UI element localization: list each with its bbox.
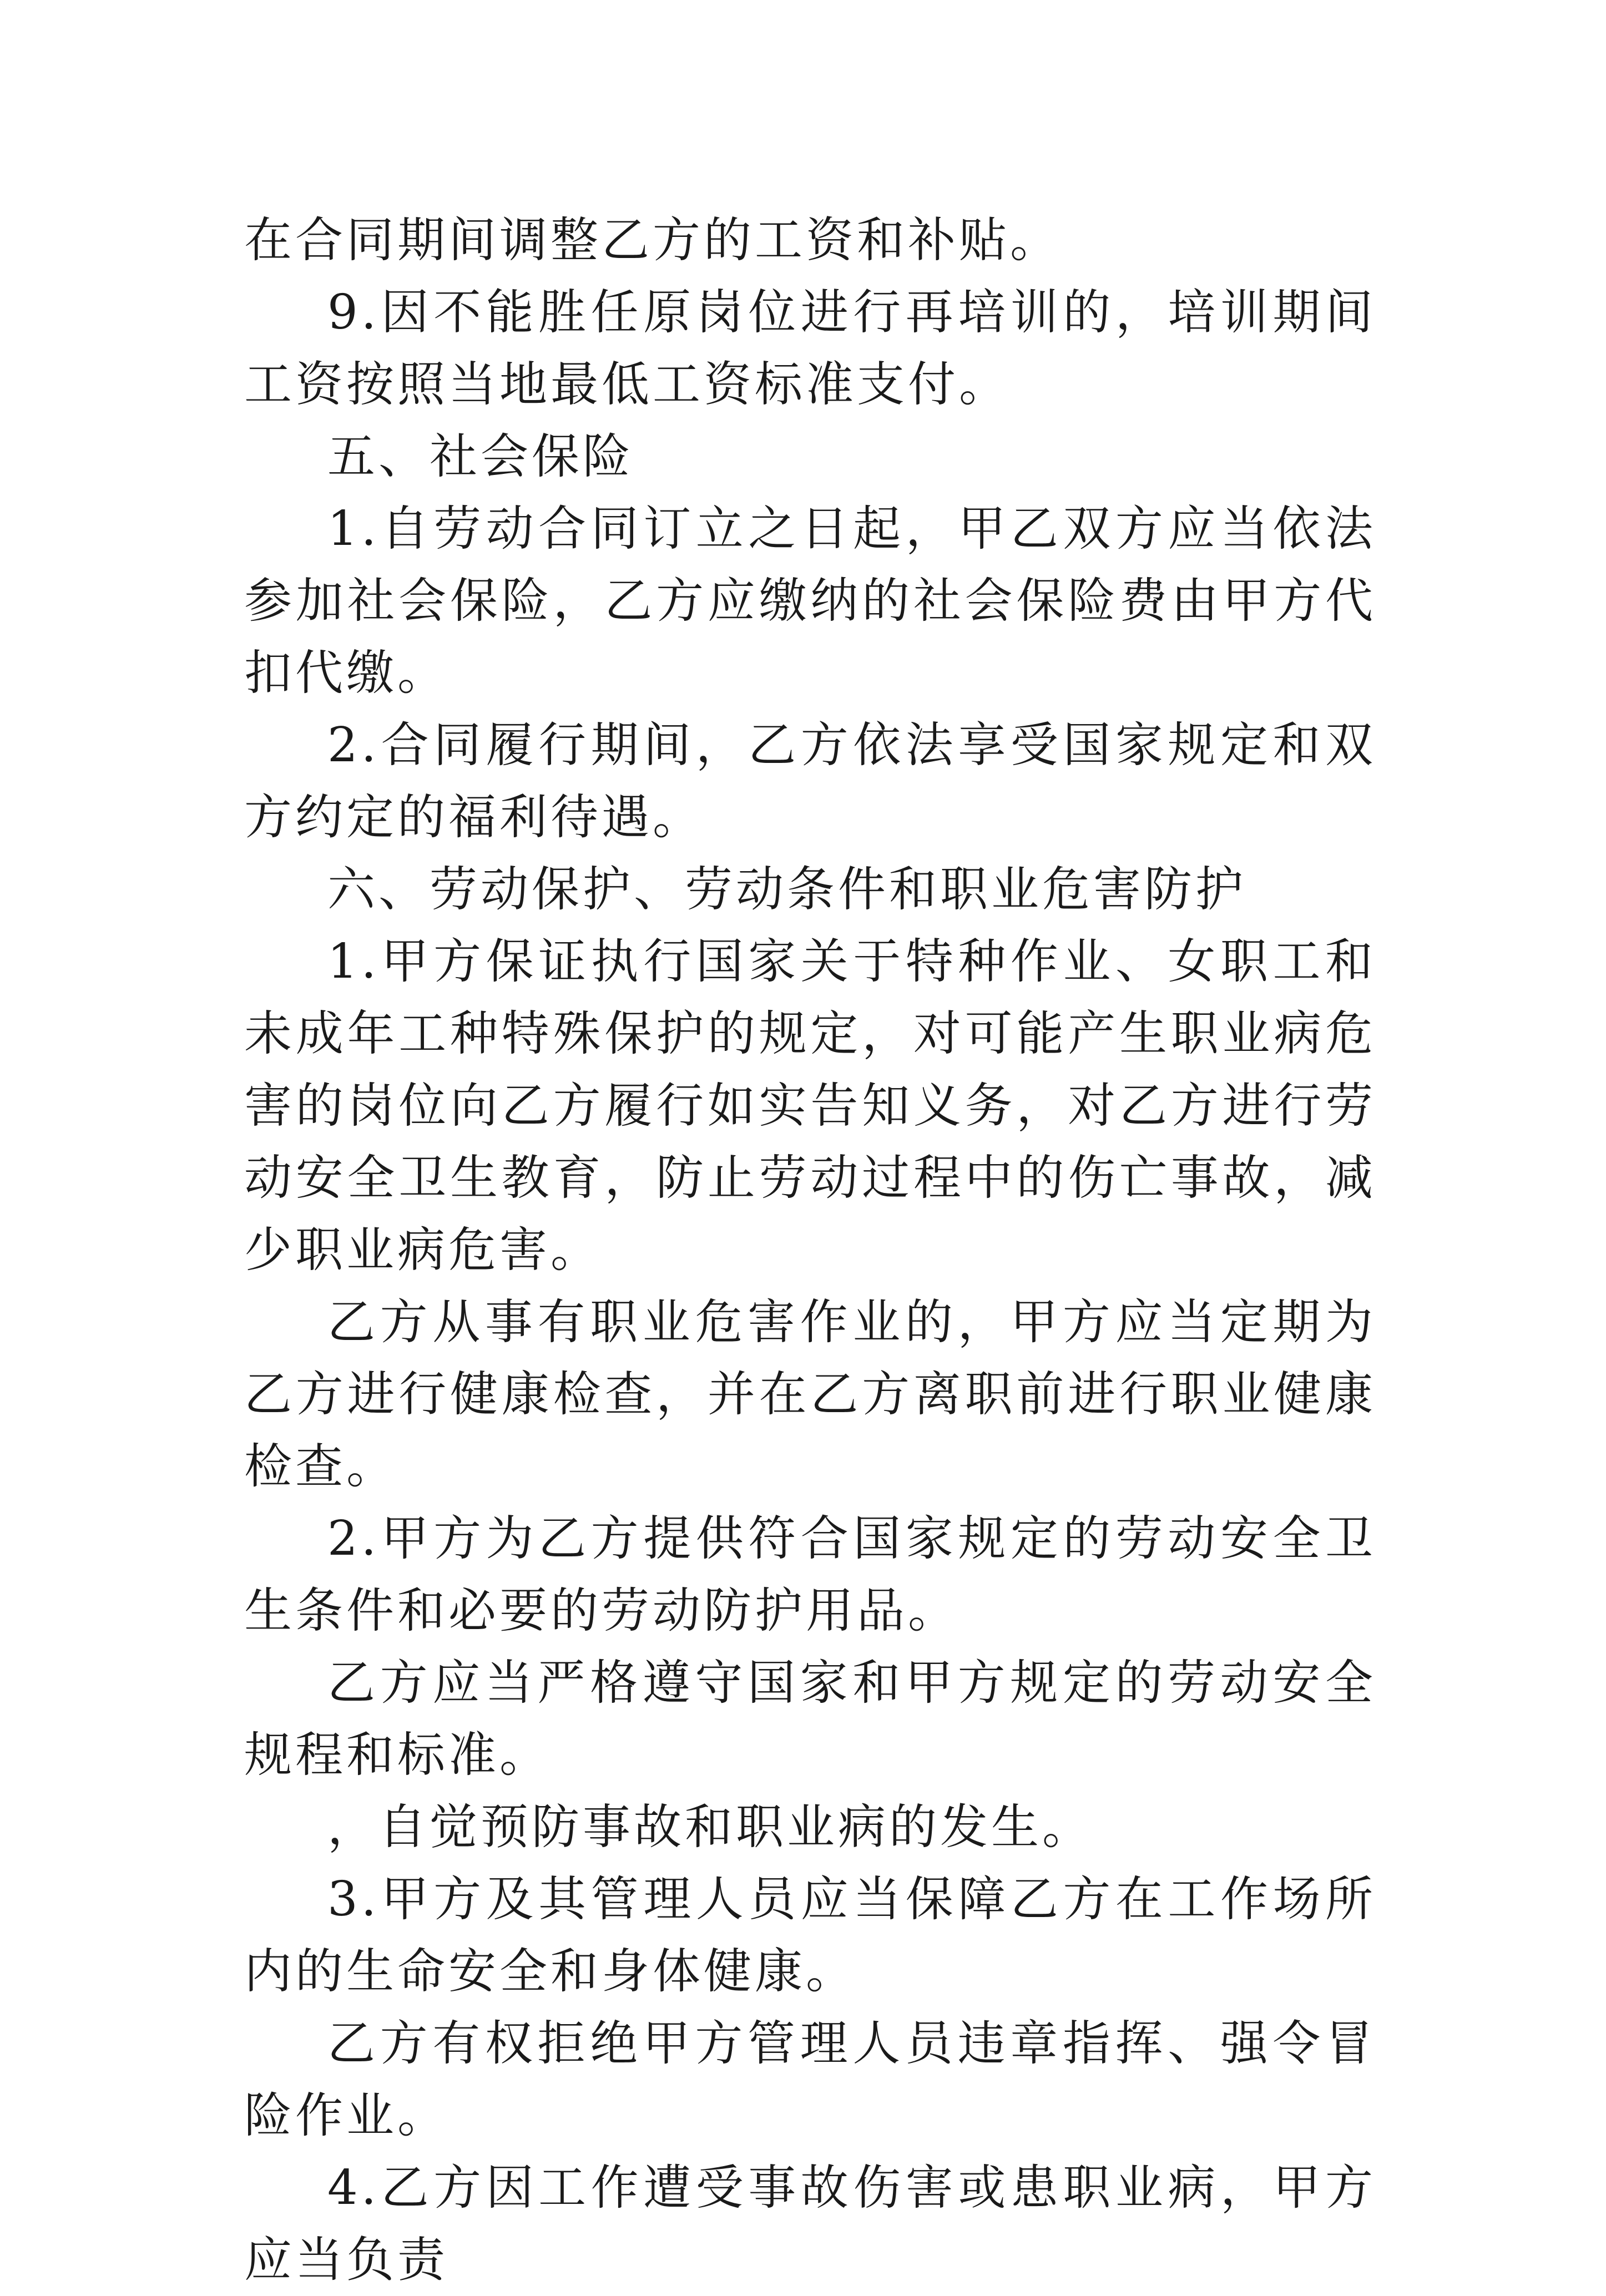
paragraph-12: 3.甲方及其管理人员应当保障乙方在工作场所内的生命安全和身体健康。 <box>244 1872 1376 1999</box>
section-heading-labor-protection: 六、劳动保护、劳动条件和职业危害防护 <box>327 862 1246 917</box>
paragraph-5: 2.合同履行期间，乙方依法享受国家规定和双方约定的福利待遇。 <box>244 717 1376 845</box>
paragraph-10: 乙方应当严格遵守国家和甲方规定的劳动安全规程和标准。 <box>244 1655 1376 1783</box>
document-body <box>244 204 1376 2296</box>
section-heading-social-insurance: 五、社会保险 <box>327 429 634 484</box>
paragraph-14: 4.乙方因工作遭受事故伤害或患职业病，甲方应当负责 <box>244 2160 1376 2288</box>
paragraph-4: 1.自劳动合同订立之日起，甲乙双方应当依法参加社会保险，乙方应缴纳的社会保险费由甲方代扣代缴。 <box>244 501 1376 701</box>
paragraph-11: ，自觉预防事故和职业病的发生。 <box>327 1799 1093 1855</box>
paragraph-9: 2.甲方为乙方提供符合国家规定的劳动安全卫生条件和必要的劳动防护用品。 <box>244 1511 1376 1638</box>
paragraph-1: 在合同期间调整乙方的工资和补贴。 <box>244 213 1061 268</box>
paragraph-7: 1.甲方保证执行国家关于特种作业、女职工和未成年工种特殊保护的规定，对可能产生职业病危害的岗位向乙方履行如实告知义务，对乙方进行劳动安全卫生教育，防止劳动过程中的伤亡事故，减少职业病危害。 <box>244 934 1376 1278</box>
paragraph-13: 乙方有权拒绝甲方管理人员违章指挥、强令冒险作业。 <box>244 2016 1376 2143</box>
paragraph-2: 9.因不能胜任原岗位进行再培训的，培训期间工资按照当地最低工资标准支付。 <box>244 285 1376 412</box>
paragraph-8: 乙方从事有职业危害作业的，甲方应当定期为乙方进行健康检查，并在乙方离职前进行职业健康检查。 <box>244 1294 1376 1494</box>
